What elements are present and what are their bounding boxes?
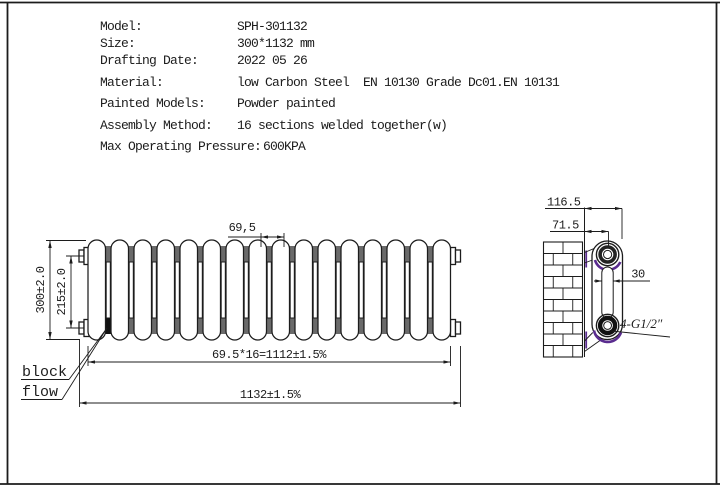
radiator-section [249, 240, 267, 340]
water-tube-slot [602, 267, 613, 318]
radiator-section [341, 240, 359, 340]
radiator-section [272, 240, 290, 340]
connection-boss-right-top [451, 248, 461, 265]
radiator-section [364, 240, 382, 340]
dim-pipe-centers-text: 215±2.0 [55, 268, 69, 316]
spec-value: 2022 05 26 [237, 53, 308, 68]
junction-slot [313, 262, 317, 318]
radiator-sections [88, 240, 451, 340]
junction-slot [336, 262, 340, 318]
junction-slot [221, 262, 225, 318]
junction-slot [198, 262, 202, 318]
spec-value: low Carbon Steel EN 10130 Grade Dc01.EN 10131 [237, 75, 560, 90]
spec-row-material [0, 75, 700, 92]
spec-row-max-pressure [0, 139, 700, 156]
spec-row-assembly-method [0, 118, 700, 135]
spec-value: 300*1132 mm [237, 36, 315, 51]
radiator-section [410, 240, 428, 340]
brick-wall [544, 242, 583, 357]
radiator-section [111, 240, 129, 340]
spec-label: Painted Models: [100, 96, 206, 111]
spec-table [0, 0, 720, 170]
radiator-section [157, 240, 175, 340]
junction-slot [129, 262, 133, 318]
block-flow-leader [62, 328, 107, 400]
radiator-section [387, 240, 405, 340]
junction-slot [267, 262, 271, 318]
block-flow-line1: block [22, 364, 68, 381]
dim-overall-width-text: 1132±1.5% [239, 388, 301, 402]
radiator-section [134, 240, 152, 340]
spec-value: Powder painted [237, 96, 336, 111]
pipe-connection-top [596, 243, 618, 265]
spec-label: Size: [100, 36, 136, 51]
spec-row-painted-models [0, 96, 700, 113]
junction-slot [290, 262, 294, 318]
dim-section-pitch-text: 69,5 [228, 221, 256, 235]
radiator-section [295, 240, 313, 340]
junction-slot [382, 262, 386, 318]
connection-thread-text: 4-G1/2″ [620, 316, 663, 331]
spec-row-drafting-date [0, 53, 700, 70]
radiator-section [88, 240, 106, 340]
radiator-section [433, 240, 451, 340]
junction-slot [428, 262, 432, 318]
spec-label: Drafting Date: [100, 53, 199, 68]
spec-label: Model: [100, 19, 143, 34]
junction-slot [106, 262, 110, 318]
radiator-section [318, 240, 336, 340]
block-flow-line2: flow [22, 384, 59, 401]
radiator-section [180, 240, 198, 340]
spec-label: Material: [100, 75, 164, 90]
spec-row-size [0, 36, 700, 53]
radiator-side-view [544, 196, 671, 358]
connection-boss-right-bottom [451, 320, 461, 337]
spec-value: SPH-301132 [237, 19, 308, 34]
radiator-front-view [21, 221, 461, 407]
dim-sections-total-text: 69.5*16=1112±1.5% [212, 348, 326, 362]
junction-slot [405, 262, 409, 318]
spec-label: Max Operating Pressure: [100, 139, 262, 154]
pipe-connection-bottom [596, 314, 618, 336]
junction-slot [359, 262, 363, 318]
dim-pipe-centers [55, 256, 84, 328]
junction-slot [175, 262, 179, 318]
radiator-section [203, 240, 221, 340]
dim-pipe-offset-text: 71.5 [552, 218, 579, 233]
dim-sections-total [88, 346, 451, 366]
junction-slot [152, 262, 156, 318]
dim-tube-width-text: 30 [631, 267, 645, 282]
spec-label: Assembly Method: [100, 118, 213, 133]
spec-value: 16 sections welded together(w) [237, 118, 448, 133]
dim-depth-text: 116.5 [547, 195, 581, 210]
dim-overall-height-text: 300±2.0 [34, 266, 48, 314]
radiator-section [226, 240, 244, 340]
spec-row-model [0, 19, 700, 36]
junction-slot [244, 262, 248, 318]
spec-value: 600KPA [263, 139, 306, 154]
